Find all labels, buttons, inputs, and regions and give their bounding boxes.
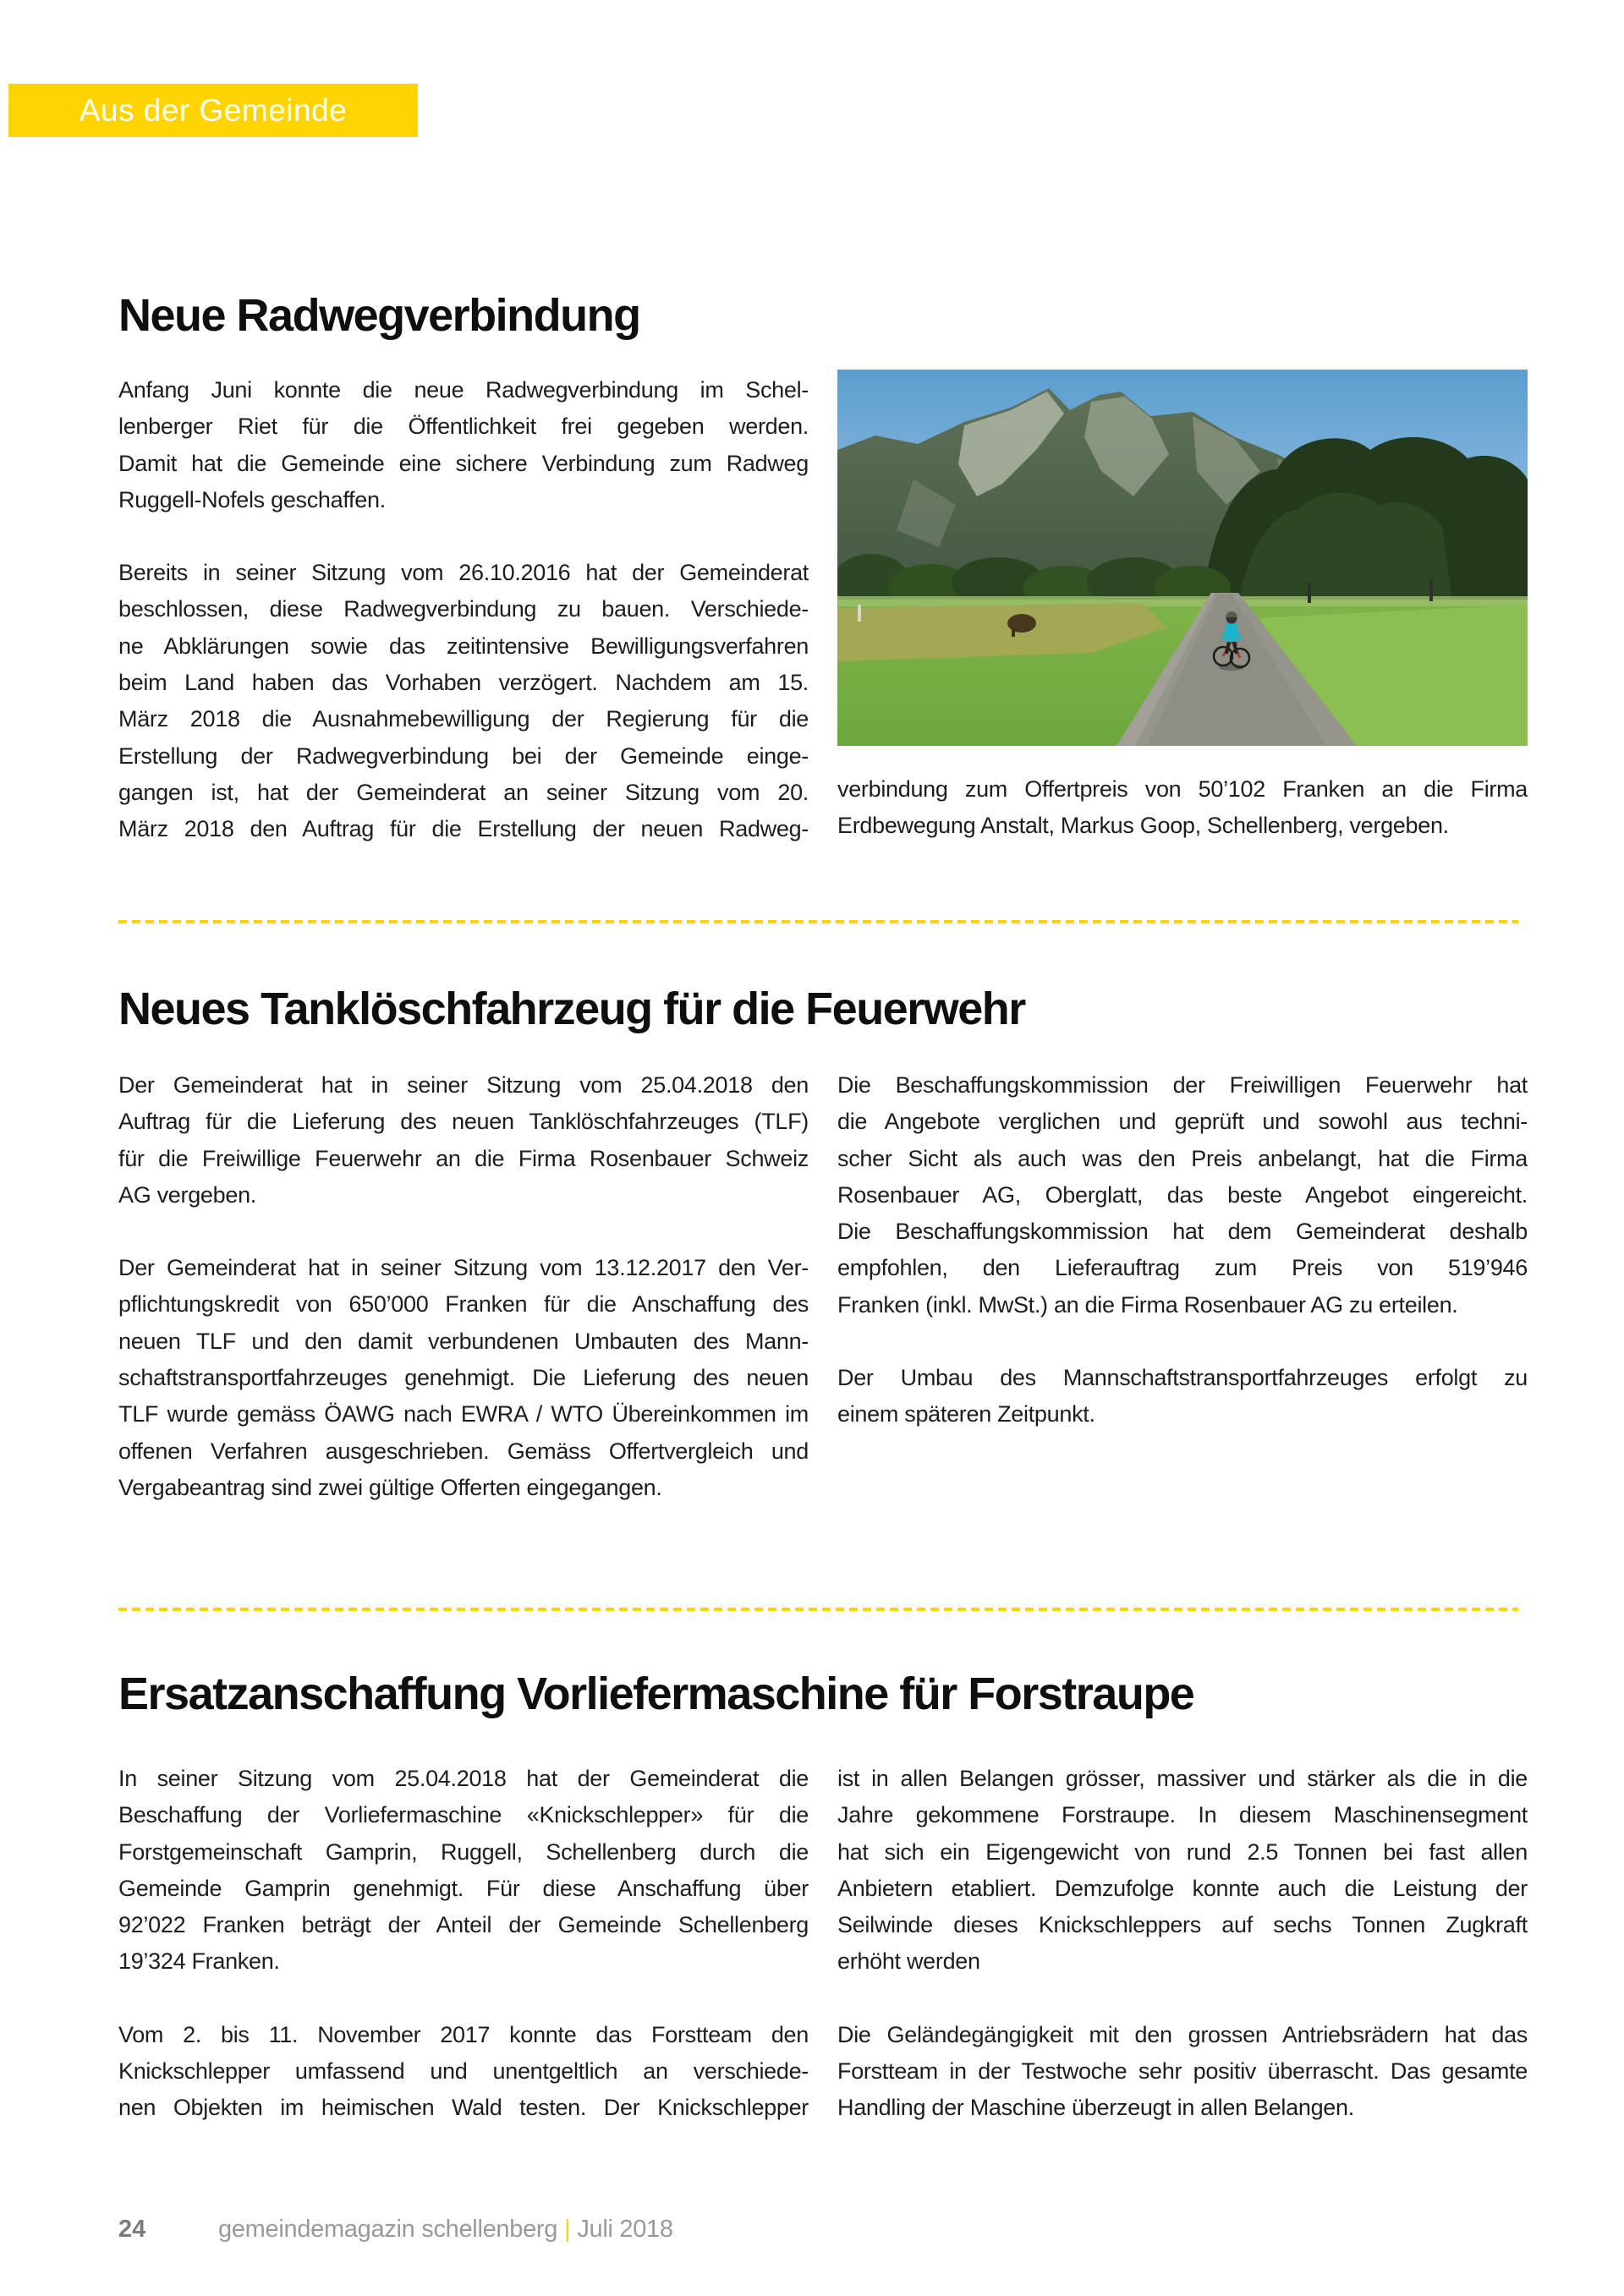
paragraph (837, 1761, 1528, 1981)
text-line: Vom 2. bis 11. November 2017 konnte das Forstteam den (118, 2021, 809, 2047)
text-line: Franken (inkl. MwSt.) an die Firma Rosenbauer AG zu erteilen. (837, 1291, 1458, 1318)
page-number: 24 (118, 2216, 146, 2243)
text-line: Gemeinde Gamprin genehmigt. Für diese Anschaffung über (118, 1875, 809, 1901)
article-title-radwegverbindung: Neue Radwegverbindung (118, 290, 640, 341)
paragraph (837, 1360, 1528, 1433)
text-line: ne Abklärungen sowie das zeitintensive Bewilligungsverfahren (118, 633, 809, 659)
section-banner (8, 84, 418, 137)
section-banner-label: Aus der Gemeinde (79, 92, 348, 128)
paragraph (837, 771, 1528, 845)
paragraph (118, 2017, 809, 2127)
dashed-divider (118, 920, 1518, 923)
text-line: pflichtungskredit von 650’000 Franken für die Anschaffung des (118, 1291, 809, 1318)
text-line: gangen ist, hat der Gemeinderat an seiner Sitzung vom 20. (118, 779, 809, 805)
text-line: neuen TLF und den damit verbundenen Umbauten des Mann- (118, 1328, 809, 1354)
text-line: Der Gemeinderat hat in seiner Sitzung vom 13.12.2017 den Ver- (118, 1255, 809, 1281)
text-line: März 2018 die Ausnahmebewilligung der Regierung für die (118, 706, 809, 732)
text-line: März 2018 den Auftrag für die Erstellung der neuen Radweg- (118, 816, 809, 842)
article1-left-column (118, 372, 809, 848)
article3-left-column (118, 1761, 809, 2127)
text-line: Damit hat die Gemeinde eine sichere Verbindung zum Radweg (118, 450, 809, 476)
text-line: Auftrag für die Lieferung des neuen Tanklöschfahrzeuges (TLF) (118, 1109, 809, 1135)
text-line: Der Gemeinderat hat in seiner Sitzung vom 25.04.2018 den (118, 1072, 809, 1098)
text-line: beim Land haben das Vorhaben verzögert. Nachdem am 15. (118, 670, 809, 696)
text-line: Bereits in seiner Sitzung vom 26.10.2016 hat der Gemeinderat (118, 560, 809, 586)
text-line: Der Umbau des Mannschaftstransportfahrzeuges erfolgt zu (837, 1365, 1528, 1391)
text-line: Anbietern etabliert. Demzufolge konnte auch die Leistung der (837, 1875, 1528, 1901)
text-line: für die Freiwillige Feuerwehr an die Firma Rosenbauer Schweiz (118, 1145, 809, 1171)
article2-left-column (118, 1067, 809, 1506)
text-line: lenberger Riet für die Öffentlichkeit frei gegeben werden. (118, 414, 809, 440)
paragraph (118, 1067, 809, 1214)
footer-magazine-line (218, 2216, 673, 2244)
text-line: die Angebote verglichen und geprüft und sowohl aus techni- (837, 1109, 1528, 1135)
text-line: Knickschlepper umfassend und unentgeltlich an verschiede- (118, 2058, 809, 2085)
paragraph (118, 555, 809, 847)
text-line: Seilwinde dieses Knickschleppers auf sechs Tonnen Zugkraft (837, 1912, 1528, 1938)
article1-caption-column (837, 771, 1528, 845)
text-line: Erstellung der Radwegverbindung bei der Gemeinde einge- (118, 743, 809, 769)
footer-separator: | (564, 2216, 571, 2243)
paragraph (118, 372, 809, 518)
radweg-photo (837, 370, 1528, 746)
text-line: Forstteam in der Testwoche sehr positiv überrascht. Das gesamte (837, 2058, 1528, 2085)
paragraph (837, 2017, 1528, 2127)
text-line: ist in allen Belangen grösser, massiver und stärker als die in die (837, 1766, 1528, 1791)
text-line: AG vergeben. (118, 1181, 257, 1208)
magazine-name: gemeindemagazin schellenberg (218, 2216, 558, 2243)
article2-right-column (837, 1067, 1528, 1433)
text-line: empfohlen, den Lieferauftrag zum Preis von 519’946 (837, 1255, 1528, 1281)
text-line: Handling der Maschine überzeugt in allen Belangen. (837, 2095, 1354, 2121)
text-line: scher Sicht als auch was den Preis anbelangt, hat die Firma (837, 1145, 1528, 1171)
text-line: Jahre gekommene Forstraupe. In diesem Maschinensegment (837, 1802, 1528, 1828)
paragraph (118, 1761, 809, 1981)
paragraph (837, 1067, 1528, 1323)
issue-date: Juli 2018 (577, 2216, 673, 2243)
text-line: verbindung zum Offertpreis von 50’102 Franken an die Firma (837, 776, 1528, 802)
text-line: TLF wurde gemäss ÖAWG nach EWRA / WTO Übereinkommen im (118, 1401, 809, 1427)
text-line: Forstgemeinschaft Gamprin, Ruggell, Schellenberg durch die (118, 1838, 809, 1865)
text-line: Die Geländegängigkeit mit den grossen Antriebsrädern hat das (837, 2021, 1528, 2047)
text-line: offenen Verfahren ausgeschrieben. Gemäss Offertvergleich und (118, 1438, 809, 1464)
text-line: 19’324 Franken. (118, 1948, 280, 1975)
text-line: Rosenbauer AG, Oberglatt, das beste Angebot eingereicht. (837, 1181, 1528, 1208)
text-line: In seiner Sitzung vom 25.04.2018 hat der Gemeinderat die (118, 1766, 809, 1791)
text-line: einem späteren Zeitpunkt. (837, 1401, 1095, 1427)
text-line: Erdbewegung Anstalt, Markus Goop, Schellenberg, vergeben. (837, 813, 1449, 839)
text-line: Ruggell-Nofels geschaffen. (118, 486, 386, 512)
article-title-vorliefermaschine: Ersatzanschaffung Vorliefermaschine für Forstraupe (118, 1669, 1194, 1719)
text-line: Die Beschaffungskommission der Freiwilligen Feuerwehr hat (837, 1072, 1528, 1098)
text-line: Anfang Juni konnte die neue Radwegverbindung im Schel- (118, 377, 809, 403)
text-line: schaftstransportfahrzeuges genehmigt. Die Lieferung des neuen (118, 1365, 809, 1391)
text-line: nen Objekten im heimischen Wald testen. Der Knickschlepper (118, 2095, 809, 2121)
text-line: beschlossen, diese Radwegverbindung zu bauen. Verschiede- (118, 596, 809, 622)
article-title-tankloeschfahrzeug: Neues Tanklöschfahrzeug für die Feuerwehr (118, 984, 1025, 1034)
text-line: erhöht werden (837, 1948, 980, 1975)
text-line: Beschaffung der Vorliefermaschine «Knickschlepper» für die (118, 1802, 809, 1828)
text-line: hat sich ein Eigengewicht von rund 2.5 Tonnen bei fast allen (837, 1838, 1528, 1865)
text-line: Die Beschaffungskommission hat dem Gemeinderat deshalb (837, 1219, 1528, 1245)
article3-right-column (837, 1761, 1528, 2127)
text-line: 92’022 Franken beträgt der Anteil der Gemeinde Schellenberg (118, 1912, 809, 1938)
radweg-photo-graphic (837, 370, 1528, 746)
text-line: Vergabeantrag sind zwei gültige Offerten eingegangen. (118, 1474, 662, 1500)
dashed-divider (118, 1608, 1518, 1611)
page-footer (0, 2216, 1624, 2249)
paragraph (118, 1250, 809, 1506)
